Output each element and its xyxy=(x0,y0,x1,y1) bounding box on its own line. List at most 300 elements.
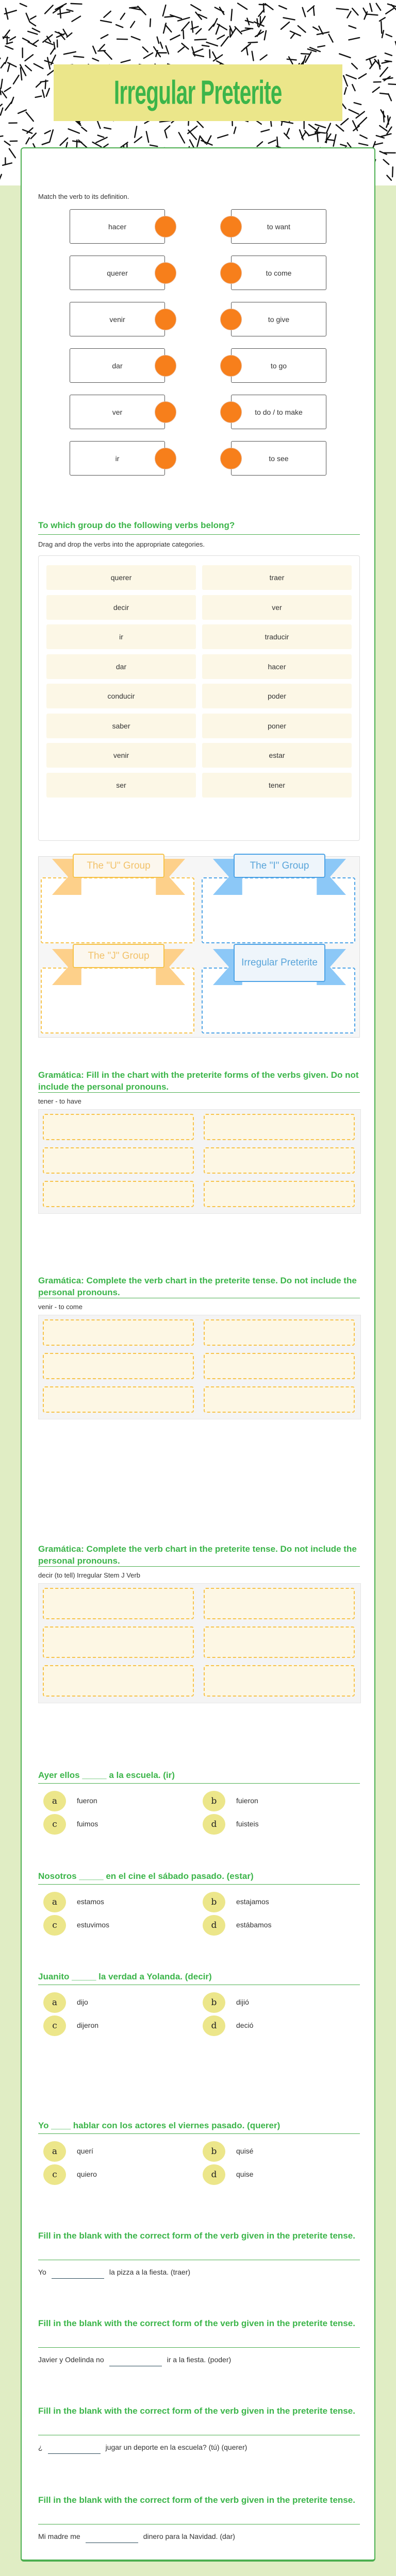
divider xyxy=(38,534,360,535)
pattern-dash xyxy=(340,144,346,146)
categorize-instruction: Drag and drop the verbs into the appropriate categories. xyxy=(38,540,205,548)
option-a[interactable] xyxy=(43,1791,198,1811)
pattern-dash xyxy=(245,21,253,23)
pattern-dash xyxy=(349,26,356,28)
pattern-dash xyxy=(96,138,107,143)
pattern-dash xyxy=(36,82,41,87)
worksheet-card xyxy=(21,147,375,2562)
option-letter-badge: a xyxy=(43,1992,66,2013)
draggable-verb[interactable]: poder xyxy=(202,684,352,708)
pattern-dash xyxy=(384,160,389,164)
pattern-dash xyxy=(209,24,214,30)
conjugation-drop-cell[interactable] xyxy=(43,1386,194,1413)
chart-heading xyxy=(38,1543,360,1567)
pattern-dash xyxy=(241,29,251,31)
option-text: fueron xyxy=(77,1797,97,1805)
pattern-dash xyxy=(11,97,13,104)
pattern-dash xyxy=(55,4,66,9)
pattern-dash xyxy=(32,28,40,32)
blank-input[interactable] xyxy=(109,2354,162,2366)
draggable-verb[interactable]: poner xyxy=(202,714,352,738)
pattern-dash xyxy=(81,127,87,131)
pattern-dash xyxy=(182,22,189,31)
option-c[interactable] xyxy=(43,2015,198,2036)
option-letter-badge: a xyxy=(43,1892,66,1912)
verb-label: venir - to come xyxy=(38,1303,82,1311)
pattern-dash xyxy=(380,18,385,21)
sentence-after: ir a la fiesta. (poder) xyxy=(167,2355,232,2364)
pattern-dash xyxy=(326,124,331,133)
pattern-dash xyxy=(21,67,22,80)
pattern-dash xyxy=(45,5,53,13)
draggable-verb[interactable]: conducir xyxy=(46,684,196,708)
pattern-dash xyxy=(386,8,393,13)
match-connector-dot[interactable] xyxy=(155,401,176,423)
pattern-dash xyxy=(25,65,31,71)
category-label: Irregular Preterite xyxy=(234,944,325,982)
pattern-dash xyxy=(74,56,84,57)
match-connector-dot[interactable] xyxy=(220,355,242,377)
fill-sentence xyxy=(38,2267,190,2279)
pattern-dash xyxy=(45,80,46,89)
pattern-dash xyxy=(258,10,264,16)
page-title: Irregular Preterite xyxy=(114,74,282,112)
pattern-dash xyxy=(188,126,197,133)
pattern-dash xyxy=(261,130,269,132)
draggable-verb[interactable]: tener xyxy=(202,773,352,798)
question-heading xyxy=(38,1870,360,1882)
draggable-verb[interactable]: hacer xyxy=(202,654,352,679)
match-definition-box[interactable]: to do / to make xyxy=(231,395,326,429)
option-c[interactable] xyxy=(43,1915,198,1936)
option-b[interactable] xyxy=(203,1892,357,1912)
pattern-dash xyxy=(380,67,388,77)
pattern-dash xyxy=(0,89,1,95)
conjugation-drop-cell[interactable] xyxy=(204,1588,355,1619)
pattern-dash xyxy=(367,14,378,15)
option-letter-badge: c xyxy=(43,1915,66,1936)
blank-input[interactable] xyxy=(52,2267,104,2279)
pattern-dash xyxy=(143,47,148,52)
pattern-dash xyxy=(98,50,105,51)
pattern-dash xyxy=(380,93,389,94)
match-connector-dot[interactable] xyxy=(220,216,242,238)
pattern-dash xyxy=(196,29,201,34)
pattern-dash xyxy=(352,8,358,15)
pattern-dash xyxy=(215,7,224,12)
pattern-dash xyxy=(92,58,98,61)
pattern-dash xyxy=(179,132,185,143)
heading-text: To which group do the following verbs belong? xyxy=(38,520,235,530)
heading-text: Gramática: Fill in the chart with the preterite forms of the verbs given. Do not include the personal pronouns. xyxy=(38,1070,359,1092)
pattern-dash xyxy=(58,12,70,14)
pattern-dash xyxy=(5,88,11,92)
option-text: dijeron xyxy=(77,2021,99,2029)
match-verb-box[interactable]: ver xyxy=(70,395,165,429)
pattern-dash xyxy=(3,163,12,165)
option-letter-badge: b xyxy=(203,1992,225,2013)
pattern-dash xyxy=(385,53,392,56)
pattern-dash xyxy=(216,25,220,34)
sentence-before: Javier y Odelinda no xyxy=(38,2355,104,2364)
match-verb-box[interactable]: querer xyxy=(70,256,165,290)
pattern-dash xyxy=(13,75,19,84)
match-definition-box[interactable]: to want xyxy=(231,209,326,244)
option-text: estuvimos xyxy=(77,1921,110,1929)
option-b[interactable] xyxy=(203,1791,357,1811)
sentence-after: la pizza a la fiesta. (traer) xyxy=(109,2268,191,2277)
option-text: fuieron xyxy=(236,1797,258,1805)
pattern-dash xyxy=(265,31,266,40)
pattern-dash xyxy=(0,136,3,138)
fill-heading xyxy=(38,2317,360,2329)
match-connector-dot[interactable] xyxy=(155,262,176,284)
option-b[interactable] xyxy=(203,1992,357,2013)
match-connector-dot[interactable] xyxy=(220,401,242,423)
draggable-verb[interactable]: ser xyxy=(46,773,196,798)
match-connector-dot[interactable] xyxy=(220,448,242,469)
option-c[interactable] xyxy=(43,1814,198,1835)
draggable-verb[interactable]: decir xyxy=(46,595,196,620)
match-verb-box[interactable]: dar xyxy=(70,348,165,383)
fill-heading xyxy=(38,2230,360,2242)
pattern-dash xyxy=(380,126,387,131)
category-label: The "J" Group xyxy=(73,944,164,968)
category-label: The "U" Group xyxy=(73,854,164,878)
fill-heading xyxy=(38,2405,360,2417)
pattern-dash xyxy=(369,59,371,65)
blank-input[interactable] xyxy=(86,2531,138,2543)
pattern-dash xyxy=(315,124,325,127)
pattern-dash xyxy=(381,22,382,33)
pattern-dash xyxy=(18,110,26,113)
pattern-dash xyxy=(383,111,384,122)
conjugation-drop-cell[interactable] xyxy=(204,1626,355,1658)
pattern-dash xyxy=(26,112,34,121)
divider xyxy=(38,1092,360,1093)
conjugation-drop-cell[interactable] xyxy=(43,1147,194,1174)
pattern-dash xyxy=(101,35,108,38)
pattern-dash xyxy=(150,145,157,147)
pattern-dash xyxy=(392,167,393,177)
pattern-dash xyxy=(72,16,80,22)
pattern-dash xyxy=(100,44,104,49)
draggable-verb[interactable]: saber xyxy=(46,714,196,738)
match-connector-dot[interactable] xyxy=(155,216,176,238)
option-letter-badge: d xyxy=(203,2164,225,2185)
pattern-dash xyxy=(104,11,110,18)
match-definition-box[interactable]: to go xyxy=(231,348,326,383)
pattern-dash xyxy=(51,48,55,54)
pattern-dash xyxy=(166,25,172,32)
pattern-dash xyxy=(343,76,348,86)
pattern-dash xyxy=(197,136,200,147)
pattern-dash xyxy=(337,9,349,10)
pattern-dash xyxy=(287,59,296,60)
divider xyxy=(38,1783,360,1784)
pattern-dash xyxy=(359,74,367,78)
conjugation-drop-cell[interactable] xyxy=(43,1319,194,1346)
pattern-dash xyxy=(206,42,217,46)
pattern-dash xyxy=(64,52,76,55)
pattern-dash xyxy=(279,6,287,9)
pattern-dash xyxy=(69,129,79,133)
fill-sentence xyxy=(38,2442,247,2454)
match-verb-box[interactable]: ir xyxy=(70,441,165,476)
pattern-dash xyxy=(34,64,43,69)
pattern-dash xyxy=(160,42,162,48)
match-verb-box[interactable]: venir xyxy=(70,302,165,336)
pattern-dash xyxy=(42,90,44,97)
option-text: quisé xyxy=(236,2147,254,2155)
pattern-dash xyxy=(388,116,389,124)
pattern-dash xyxy=(144,53,153,59)
category-board xyxy=(38,856,360,1038)
draggable-verb[interactable]: dar xyxy=(46,654,196,679)
pattern-dash xyxy=(1,63,5,68)
pattern-dash xyxy=(31,133,36,139)
pattern-dash xyxy=(165,130,167,138)
pattern-dash xyxy=(254,22,264,26)
pattern-dash xyxy=(257,142,262,146)
pattern-dash xyxy=(121,13,125,20)
pattern-dash xyxy=(30,16,36,19)
heading-text: Fill in the blank with the correct form of the verb given in the preterite tense. xyxy=(38,2495,355,2505)
conjugation-drop-cell[interactable] xyxy=(204,1319,355,1346)
option-letter-badge: b xyxy=(203,1791,225,1811)
pattern-dash xyxy=(249,42,258,43)
option-letter-badge: d xyxy=(203,1814,225,1835)
pattern-dash xyxy=(43,35,52,42)
pattern-dash xyxy=(93,46,96,54)
pattern-dash xyxy=(352,84,355,91)
pattern-dash xyxy=(9,149,15,158)
pattern-dash xyxy=(98,135,104,138)
pattern-dash xyxy=(360,135,367,138)
categorize-heading xyxy=(38,519,360,531)
match-connector-dot[interactable] xyxy=(155,309,176,330)
pattern-dash xyxy=(1,79,3,88)
conjugation-drop-cell[interactable] xyxy=(43,1181,194,1207)
option-text: estábamos xyxy=(236,1921,272,1929)
draggable-verb[interactable]: traer xyxy=(202,565,352,590)
pattern-dash xyxy=(67,33,72,37)
blank-input[interactable] xyxy=(48,2442,101,2454)
pattern-dash xyxy=(32,40,38,44)
match-connector-dot[interactable] xyxy=(220,262,242,284)
option-a[interactable] xyxy=(43,1892,198,1912)
pattern-dash xyxy=(313,27,318,30)
match-verb-box[interactable]: hacer xyxy=(70,209,165,244)
pattern-dash xyxy=(289,57,292,64)
pattern-dash xyxy=(284,18,295,20)
pattern-dash xyxy=(359,143,368,145)
option-c[interactable] xyxy=(43,2164,198,2185)
pattern-dash xyxy=(269,140,276,143)
draggable-verb[interactable]: estar xyxy=(202,743,352,768)
pattern-dash xyxy=(246,48,248,55)
pattern-dash xyxy=(46,89,50,96)
pattern-dash xyxy=(234,127,236,133)
pattern-dash xyxy=(317,133,318,142)
pattern-dash xyxy=(376,4,381,10)
pattern-dash xyxy=(131,37,140,40)
chart-heading xyxy=(38,1069,360,1093)
conjugation-chart xyxy=(38,1583,361,1703)
conjugation-drop-cell[interactable] xyxy=(43,1626,194,1658)
divider xyxy=(38,2133,360,2134)
conjugation-drop-cell[interactable] xyxy=(204,1114,355,1140)
pattern-dash xyxy=(104,50,112,59)
category-label: The "I" Group xyxy=(234,854,325,878)
pattern-dash xyxy=(25,55,33,61)
heading-text: Fill in the blank with the correct form of the verb given in the preterite tense. xyxy=(38,2406,355,2416)
pattern-dash xyxy=(303,8,306,17)
pattern-dash xyxy=(358,117,367,126)
pattern-dash xyxy=(336,125,343,131)
pattern-dash xyxy=(238,3,247,9)
pattern-dash xyxy=(260,55,267,60)
pattern-dash xyxy=(20,4,27,7)
draggable-verb[interactable]: querer xyxy=(46,565,196,590)
pattern-dash xyxy=(41,81,48,82)
conjugation-drop-cell[interactable] xyxy=(43,1588,194,1619)
fill-sentence xyxy=(38,2531,235,2543)
verb-label: tener - to have xyxy=(38,1097,81,1105)
option-d[interactable] xyxy=(203,1814,357,1835)
pattern-dash xyxy=(191,5,201,10)
pattern-dash xyxy=(388,94,391,100)
pattern-dash xyxy=(5,141,10,145)
pattern-dash xyxy=(217,35,224,39)
option-d[interactable] xyxy=(203,2015,357,2036)
verb-label: decir (to tell) Irregular Stem J Verb xyxy=(38,1571,140,1579)
title-banner xyxy=(54,64,342,121)
pattern-dash xyxy=(45,42,53,45)
pattern-dash xyxy=(47,58,50,69)
conjugation-drop-cell[interactable] xyxy=(204,1181,355,1207)
heading-text: Nosotros _____ en el cine el sábado pasado. (estar) xyxy=(38,1871,254,1881)
pattern-dash xyxy=(282,121,293,123)
question-heading xyxy=(38,1769,360,1781)
pattern-dash xyxy=(386,34,392,37)
option-b[interactable] xyxy=(203,2141,357,2162)
option-text: dijo xyxy=(77,1998,88,2006)
match-connector-dot[interactable] xyxy=(220,309,242,330)
pattern-dash xyxy=(192,21,193,32)
conjugation-drop-cell[interactable] xyxy=(204,1386,355,1413)
conjugation-drop-cell[interactable] xyxy=(204,1147,355,1174)
option-letter-badge: d xyxy=(203,1915,225,1936)
option-letter-badge: b xyxy=(203,1892,225,1912)
conjugation-drop-cell[interactable] xyxy=(204,1353,355,1379)
pattern-dash xyxy=(104,128,111,129)
pattern-dash xyxy=(121,60,130,62)
match-definition-box[interactable]: to see xyxy=(231,441,326,476)
pattern-dash xyxy=(135,126,137,137)
option-text: dijió xyxy=(236,1998,249,2006)
match-definition-box[interactable]: to come xyxy=(231,256,326,290)
heading-text: Fill in the blank with the correct form of the verb given in the preterite tense. xyxy=(38,2231,355,2241)
pattern-dash xyxy=(0,175,2,182)
option-a[interactable] xyxy=(43,1992,198,2013)
pattern-dash xyxy=(352,63,357,69)
conjugation-drop-cell[interactable] xyxy=(43,1114,194,1140)
pattern-dash xyxy=(5,46,13,49)
draggable-verb[interactable]: venir xyxy=(46,743,196,768)
option-text: quiero xyxy=(77,2170,97,2178)
matching-instruction: Match the verb to its definition. xyxy=(38,193,129,200)
heading-text: Fill in the blank with the correct form of the verb given in the preterite tense. xyxy=(38,2318,355,2328)
pattern-dash xyxy=(23,38,29,41)
option-letter-badge: c xyxy=(43,2164,66,2185)
pattern-dash xyxy=(47,70,54,75)
pattern-dash xyxy=(382,30,384,38)
pattern-dash xyxy=(354,103,361,105)
pattern-dash xyxy=(381,134,391,137)
pattern-dash xyxy=(347,11,351,18)
option-a[interactable] xyxy=(43,2141,198,2162)
conjugation-drop-cell[interactable] xyxy=(43,1353,194,1379)
option-text: fuisteis xyxy=(236,1820,259,1828)
conjugation-drop-cell[interactable] xyxy=(43,1665,194,1697)
heading-text: Yo ____ hablar con los actores el viernes pasado. (querer) xyxy=(38,2121,280,2130)
question-heading xyxy=(38,2120,360,2131)
pattern-dash xyxy=(188,130,196,140)
draggable-verb[interactable]: traducir xyxy=(202,624,352,649)
option-d[interactable] xyxy=(203,2164,357,2185)
option-letter-badge: a xyxy=(43,2141,66,2162)
divider xyxy=(38,1884,360,1885)
conjugation-drop-cell[interactable] xyxy=(204,1665,355,1697)
pattern-dash xyxy=(252,52,254,61)
pattern-dash xyxy=(195,39,206,40)
pattern-dash xyxy=(309,125,318,131)
match-definition-box[interactable]: to give xyxy=(231,302,326,336)
option-d[interactable] xyxy=(203,1915,357,1936)
pattern-dash xyxy=(349,38,359,40)
pattern-dash xyxy=(356,112,365,118)
pattern-dash xyxy=(387,175,391,180)
pattern-dash xyxy=(53,6,63,13)
match-connector-dot[interactable] xyxy=(155,355,176,377)
pattern-dash xyxy=(281,22,289,29)
pattern-dash xyxy=(26,138,29,144)
pattern-dash xyxy=(30,22,36,26)
pattern-dash xyxy=(165,126,170,130)
pattern-dash xyxy=(183,30,184,39)
pattern-dash xyxy=(257,19,258,26)
pattern-dash xyxy=(212,52,216,59)
pattern-dash xyxy=(116,25,123,27)
divider xyxy=(38,1566,360,1567)
match-connector-dot[interactable] xyxy=(155,448,176,469)
option-letter-badge: c xyxy=(43,1814,66,1835)
pattern-dash xyxy=(353,126,359,131)
pattern-dash xyxy=(329,35,333,42)
pattern-dash xyxy=(346,75,356,79)
draggable-verb[interactable]: ver xyxy=(202,595,352,620)
pattern-dash xyxy=(326,139,334,140)
conjugation-chart xyxy=(38,1109,361,1214)
pattern-dash xyxy=(36,96,42,97)
heading-text: Juanito _____ la verdad a Yolanda. (decir) xyxy=(38,1972,212,1981)
pattern-dash xyxy=(218,135,228,138)
draggable-verb[interactable]: ir xyxy=(46,624,196,649)
pattern-dash xyxy=(170,35,179,40)
pattern-dash xyxy=(370,4,372,11)
pattern-dash xyxy=(375,143,382,145)
